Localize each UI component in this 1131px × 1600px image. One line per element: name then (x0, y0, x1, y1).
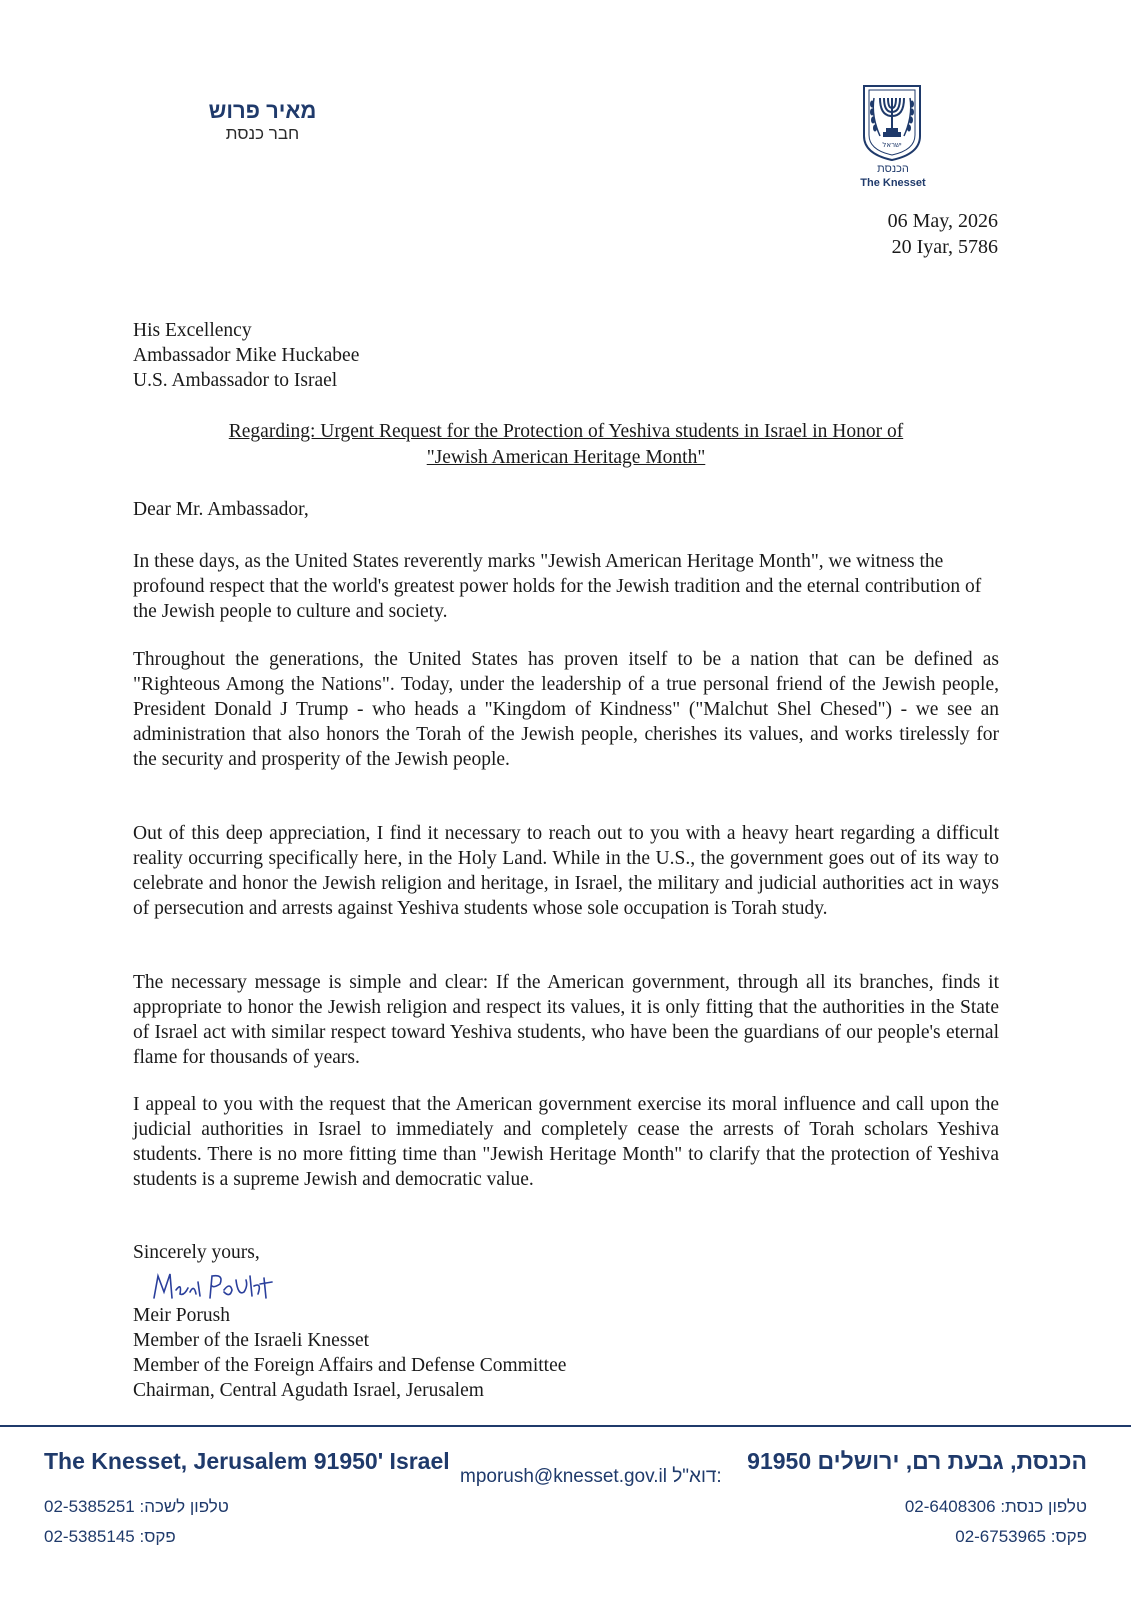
knesset-emblem-icon (860, 84, 924, 162)
footer-divider (0, 1425, 1131, 1427)
mk-title-hebrew: חבר כנסת (225, 124, 300, 143)
knesset-label-block (828, 162, 958, 190)
knesset-label-hebrew: הכנסת (877, 163, 909, 175)
signer-title: Chairman, Central Agudath Israel, Jerusalem (133, 1380, 484, 1401)
footer-knesset-fax: פקס: 02-6753965 (955, 1527, 1087, 1546)
recipient-line: His Excellency (133, 320, 252, 341)
date-gregorian: 06 May, 2026 (887, 210, 998, 232)
footer-email-block (460, 1466, 722, 1488)
footer-office-phone: טלפון לשכה: 02-5385251 (44, 1497, 229, 1516)
mk-name-block (205, 98, 320, 144)
footer-email[interactable]: mporush@knesset.gov.il (460, 1466, 667, 1487)
footer-knesset-phone: טלפון כנסת: 02-6408306 (904, 1497, 1087, 1516)
signer-block (133, 1303, 566, 1403)
signer-name: Meir Porush (133, 1305, 230, 1326)
date-hebrew: 20 Iyar, 5786 (891, 236, 998, 258)
emblem-caption: ישראל (882, 141, 902, 149)
body-paragraph: Throughout the generations, the United States has proven itself to be a nation that can be defined as "Righteous Among the Nations". Today, under the leadership of a true personal friend of the Jewish people, President Donald J Trump - who heads a "Kingdom of Kindness" ("Malchut Shel Chesed") - we see an administration that also honors the Torah of the Jewish people, cherishes its values, and works tirelessly for the security and prosperity of the Jewish people. (133, 649, 999, 770)
mk-name-hebrew: מאיר פרוש (208, 98, 317, 123)
subject-line-2: "Jewish American Heritage Month" (426, 447, 706, 468)
knesset-label-english: The Knesset (860, 177, 926, 189)
signer-title: Member of the Foreign Affairs and Defense Committee (133, 1355, 567, 1376)
body-paragraph: The necessary message is simple and clear: If the American government, through all its branches, finds it appropriate to honor the Jewish religion and respect its values, it is only fitting that the authorities in the State of Israel act with similar respect toward Yeshiva students, who have been the guardians of our people's eternal flame for thousands of years. (133, 972, 999, 1068)
body-paragraph: I appeal to you with the request that the American government exercise its moral influence and call upon the judicial authorities in Israel to immediately and completely cease the arrests of Torah scholars Yeshiva students. There is no more fitting time than "Jewish Heritage Month" to clarify that the protection of Yeshiva students is a supreme Jewish and democratic value. (133, 1094, 999, 1190)
footer-email-label: דוא"ל: (672, 1466, 722, 1487)
body-paragraph: In these days, as the United States reverently marks "Jewish American Heritage Month", we witness the profound respect that the world's greatest power holds for the Jewish tradition and the eternal contribution of the Jewish people to culture and society. (133, 551, 982, 622)
letter-dates (888, 208, 998, 260)
footer-address-hebrew: הכנסת, גבעת רם, ירושלים 91950 (747, 1448, 1087, 1474)
footer-office-fax: פקס: 02-5385145 (44, 1527, 176, 1546)
salutation: Dear Mr. Ambassador, (133, 499, 309, 520)
recipient-line: Ambassador Mike Huckabee (133, 345, 360, 366)
closing: Sincerely yours, (133, 1242, 260, 1263)
recipient-line: U.S. Ambassador to Israel (133, 370, 338, 391)
footer-address-english: The Knesset, Jerusalem 91950' Israel (44, 1448, 450, 1474)
subject-line (133, 419, 999, 471)
signer-title: Member of the Israeli Knesset (133, 1330, 370, 1351)
subject-line-1: Regarding: Urgent Request for the Protection of Yeshiva students in Israel in Honor of (228, 421, 904, 442)
recipient-block (133, 318, 359, 393)
body-paragraph: Out of this deep appreciation, I find it necessary to reach out to you with a heavy heart regarding a difficult reality occurring specifically here, in the Holy Land. While in the U.S., the government goes out of its way to celebrate and honor the Jewish religion and heritage, in Israel, the military and judicial authorities act in ways of persecution and arrests against Yeshiva students whose sole occupation is Torah study. (133, 823, 999, 919)
